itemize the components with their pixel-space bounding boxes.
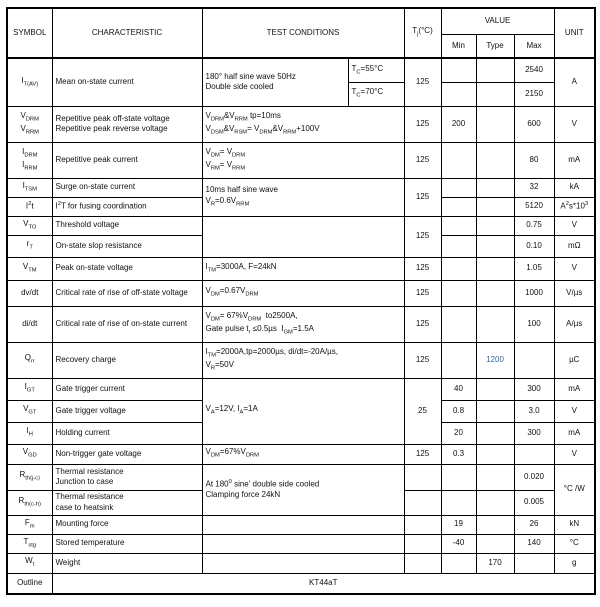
characteristic-cell: Stored temperature [52, 534, 202, 553]
header-row-1 [7, 8, 595, 34]
unit-cell: mΩ [554, 235, 595, 257]
type-cell: 1200 [476, 342, 514, 378]
max-cell: 300 [514, 422, 554, 444]
symbol-cell: $I_{GT}$ [7, 378, 52, 400]
unit-cell: $A^2s*10^3$ [554, 197, 595, 216]
max-cell: 300 [514, 378, 554, 400]
tj-cell [404, 490, 441, 515]
tj-cell: 125 [404, 342, 441, 378]
tj-cell: 125 [404, 142, 441, 178]
row-didt [7, 306, 595, 342]
characteristic-cell: Weight [52, 553, 202, 573]
unit-cell: V/µs [554, 280, 595, 306]
max-cell: 1.05 [514, 257, 554, 280]
max-cell: 26 [514, 515, 554, 534]
type-cell [476, 422, 514, 444]
symbol-cell: $I_{DRM}$ $I_{RRM}$ [7, 142, 52, 178]
min-cell: 0.8 [441, 400, 476, 422]
row-vtm [7, 257, 595, 280]
unit-cell: V [554, 400, 595, 422]
col-header-min: Min [441, 34, 476, 58]
type-cell [476, 216, 514, 235]
table-header [7, 8, 595, 58]
symbol-cell: $V_{TO}$ [7, 216, 52, 235]
condition-cell [202, 553, 404, 573]
unit-cell: kA [554, 178, 595, 197]
tj-cell: 125 [404, 280, 441, 306]
type-cell [476, 490, 514, 515]
symbol-cell: $W_t$ [7, 553, 52, 573]
type-cell [476, 515, 514, 534]
unit-cell: V [554, 216, 595, 235]
max-cell: 1000 [514, 280, 554, 306]
unit-cell: mA [554, 378, 595, 400]
symbol-cell: $V_{GT}$ [7, 400, 52, 422]
max-cell: 2150 [514, 82, 554, 106]
unit-cell: V [554, 106, 595, 142]
condition-cell [202, 216, 404, 257]
symbol-cell: $V_{TM}$ [7, 257, 52, 280]
row-idrm-irrm [7, 142, 595, 178]
tj-cell [404, 553, 441, 573]
row-vgd [7, 444, 595, 464]
col-header-type: Type [476, 34, 514, 58]
characteristic-cell: Surge on-state current [52, 178, 202, 197]
condition-cell [202, 534, 404, 553]
row-qrr [7, 342, 595, 378]
col-header-max: Max [514, 34, 554, 58]
tj-cell: 125 [404, 106, 441, 142]
characteristic-cell: Gate trigger current [52, 378, 202, 400]
symbol-cell: $I_{T(AV)}$ [7, 58, 52, 106]
condition-cell: $I_{TM}=2000A,tp=2000\mu s$, di/dt=-20A/µs, $V_R=50V$ [202, 342, 404, 378]
condition-cell: $V_A=12V$, $I_A=1A$ [202, 378, 404, 444]
tj-cell [404, 534, 441, 553]
symbol-cell: $T_{stg}$ [7, 534, 52, 553]
tj-cell [404, 464, 441, 490]
unit-cell: A/µs [554, 306, 595, 342]
characteristic-cell: Gate trigger voltage [52, 400, 202, 422]
row-tstg [7, 534, 595, 553]
tj-cell: 125 [404, 178, 441, 216]
characteristic-cell: Non-trigger gate voltage [52, 444, 202, 464]
max-cell: 80 [514, 142, 554, 178]
type-cell [476, 82, 514, 106]
condition-cell: $V_{DM}= V_{DRM}$ $V_{RM}= V_{RRM}$ [202, 142, 404, 178]
min-cell: 200 [441, 106, 476, 142]
type-cell [476, 106, 514, 142]
characteristic-cell: Peak on-state voltage [52, 257, 202, 280]
col-header-tj: $T_j(^\circ C)$ [404, 8, 441, 58]
min-cell [441, 280, 476, 306]
max-cell: 32 [514, 178, 554, 197]
type-cell [476, 444, 514, 464]
min-cell [441, 142, 476, 178]
symbol-cell: $V_{DRM}$ $V_{RRM}$ [7, 106, 52, 142]
type-cell [476, 142, 514, 178]
condition-cell: 10ms half sine wave $V_R=0.6V_{RRM}$ [202, 178, 404, 216]
unit-cell: A [554, 58, 595, 106]
symbol-cell: $R_{th(c-h)}$ [7, 490, 52, 515]
min-cell [441, 306, 476, 342]
max-cell: 600 [514, 106, 554, 142]
type-cell [476, 58, 514, 82]
row-dvdt [7, 280, 595, 306]
characteristic-cell: Thermal resistance case to heatsink [52, 490, 202, 515]
outline-label-cell: Outline [7, 573, 52, 594]
characteristic-cell: Repetitive peak current [52, 142, 202, 178]
type-cell: 170 [476, 553, 514, 573]
unit-cell: °C [554, 534, 595, 553]
condition-case-cell: $T_C=55^\circ C$ [348, 58, 404, 82]
min-cell: -40 [441, 534, 476, 553]
tj-cell: 125 [404, 444, 441, 464]
condition-cell: At $180^0$ sine' double side cooled Clamping force 24kN [202, 464, 404, 515]
max-cell [514, 342, 554, 378]
min-cell [441, 342, 476, 378]
type-cell [476, 178, 514, 197]
datasheet-table [6, 7, 596, 595]
unit-cell: kN [554, 515, 595, 534]
condition-cell: $V_{DRM}\&V_{RRM}$ tp=10ms $V_{DSM}\&V_{RSM}=$ $V_{DRM}\&V_{RRM}+100V$ [202, 106, 404, 142]
characteristic-cell: Threshold voltage [52, 216, 202, 235]
condition-cell: $V_{DM}= 67\%V_{DRM}$ to2500A, Gate pulse $t_r \le 0.5\mu s$ $I_{GM}=1.5A$ [202, 306, 404, 342]
unit-cell: mA [554, 142, 595, 178]
max-cell: 5120 [514, 197, 554, 216]
max-cell: 100 [514, 306, 554, 342]
max-cell: 0.10 [514, 235, 554, 257]
min-cell: 20 [441, 422, 476, 444]
min-cell [441, 464, 476, 490]
row-vdrm-vrrm [7, 106, 595, 142]
unit-cell: mA [554, 422, 595, 444]
type-cell [476, 280, 514, 306]
symbol-cell: $V_{GD}$ [7, 444, 52, 464]
characteristic-cell: Holding current [52, 422, 202, 444]
type-cell [476, 400, 514, 422]
condition-cell [202, 515, 404, 534]
symbol-cell: $R_{th(j-c)}$ [7, 464, 52, 490]
symbol-cell: dv/dt [7, 280, 52, 306]
type-cell [476, 306, 514, 342]
min-cell: 40 [441, 378, 476, 400]
unit-cell: g [554, 553, 595, 573]
tj-cell: 125 [404, 306, 441, 342]
min-cell [441, 216, 476, 235]
characteristic-cell: Mean on-state current [52, 58, 202, 106]
row-fm [7, 515, 595, 534]
col-header-value: VALUE [441, 8, 554, 34]
min-cell: 19 [441, 515, 476, 534]
tj-cell: 125 [404, 216, 441, 257]
min-cell [441, 490, 476, 515]
unit-cell: °C /W [554, 464, 595, 515]
characteristic-cell: Recovery charge [52, 342, 202, 378]
min-cell [441, 235, 476, 257]
col-header-characteristic: CHARACTERISTIC [52, 8, 202, 58]
type-cell [476, 197, 514, 216]
row-itsm [7, 178, 595, 197]
unit-cell: V [554, 257, 595, 280]
col-header-symbol: SYMBOL [7, 8, 52, 58]
type-cell [476, 257, 514, 280]
row-wt [7, 553, 595, 573]
col-header-unit: UNIT [554, 8, 595, 58]
characteristic-cell: Critical rate of rise of on-state current [52, 306, 202, 342]
max-cell [514, 553, 554, 573]
max-cell [514, 444, 554, 464]
min-cell [441, 178, 476, 197]
row-it-av [7, 58, 595, 82]
outline-value-cell: KT44aT [52, 573, 595, 594]
condition-cell: 180° half sine wave 50Hz Double side cooled [202, 58, 348, 106]
max-cell: 0.75 [514, 216, 554, 235]
symbol-cell: di/dt [7, 306, 52, 342]
row-outline [7, 573, 595, 594]
min-cell [441, 553, 476, 573]
tj-cell: 125 [404, 257, 441, 280]
min-cell: 0.3 [441, 444, 476, 464]
characteristic-cell: Critical rate of rise of off-state voltage [52, 280, 202, 306]
max-cell: 3.0 [514, 400, 554, 422]
characteristic-cell: Mounting force [52, 515, 202, 534]
symbol-cell: $r_T$ [7, 235, 52, 257]
condition-cell: $V_{DM}=67\%V_{DRM}$ [202, 444, 404, 464]
characteristic-cell: Thermal resistance Junction to case [52, 464, 202, 490]
max-cell: 0.020 [514, 464, 554, 490]
max-cell: 0.005 [514, 490, 554, 515]
type-cell [476, 378, 514, 400]
row-vto [7, 216, 595, 235]
min-cell [441, 257, 476, 280]
characteristic-cell: On-state slop resistance [52, 235, 202, 257]
unit-cell: µC [554, 342, 595, 378]
type-cell [476, 534, 514, 553]
condition-cell: $I_{TM}=3000A$, F=24kN [202, 257, 404, 280]
tj-cell: 25 [404, 378, 441, 444]
row-rth-jc [7, 464, 595, 490]
max-cell: 140 [514, 534, 554, 553]
min-cell [441, 58, 476, 82]
type-cell [476, 464, 514, 490]
tj-cell: 125 [404, 58, 441, 106]
col-header-test-conditions: TEST CONDITIONS [202, 8, 404, 58]
symbol-cell: $F_m$ [7, 515, 52, 534]
min-cell [441, 82, 476, 106]
max-cell: 2540 [514, 58, 554, 82]
symbol-cell: $I_H$ [7, 422, 52, 444]
symbol-cell: $I^2t$ [7, 197, 52, 216]
characteristic-cell: Repetitive peak off-state voltage Repetitive peak reverse voltage [52, 106, 202, 142]
condition-cell: $V_{DM}=0.67V_{DRM}$ [202, 280, 404, 306]
symbol-cell: $I_{TSM}$ [7, 178, 52, 197]
unit-cell: V [554, 444, 595, 464]
condition-case-cell: $T_C=70^\circ C$ [348, 82, 404, 106]
type-cell [476, 235, 514, 257]
characteristic-cell: $I^2T$ for fusing coordination [52, 197, 202, 216]
min-cell [441, 197, 476, 216]
row-igt [7, 378, 595, 400]
symbol-cell: $Q_{rr}$ [7, 342, 52, 378]
tj-cell [404, 515, 441, 534]
